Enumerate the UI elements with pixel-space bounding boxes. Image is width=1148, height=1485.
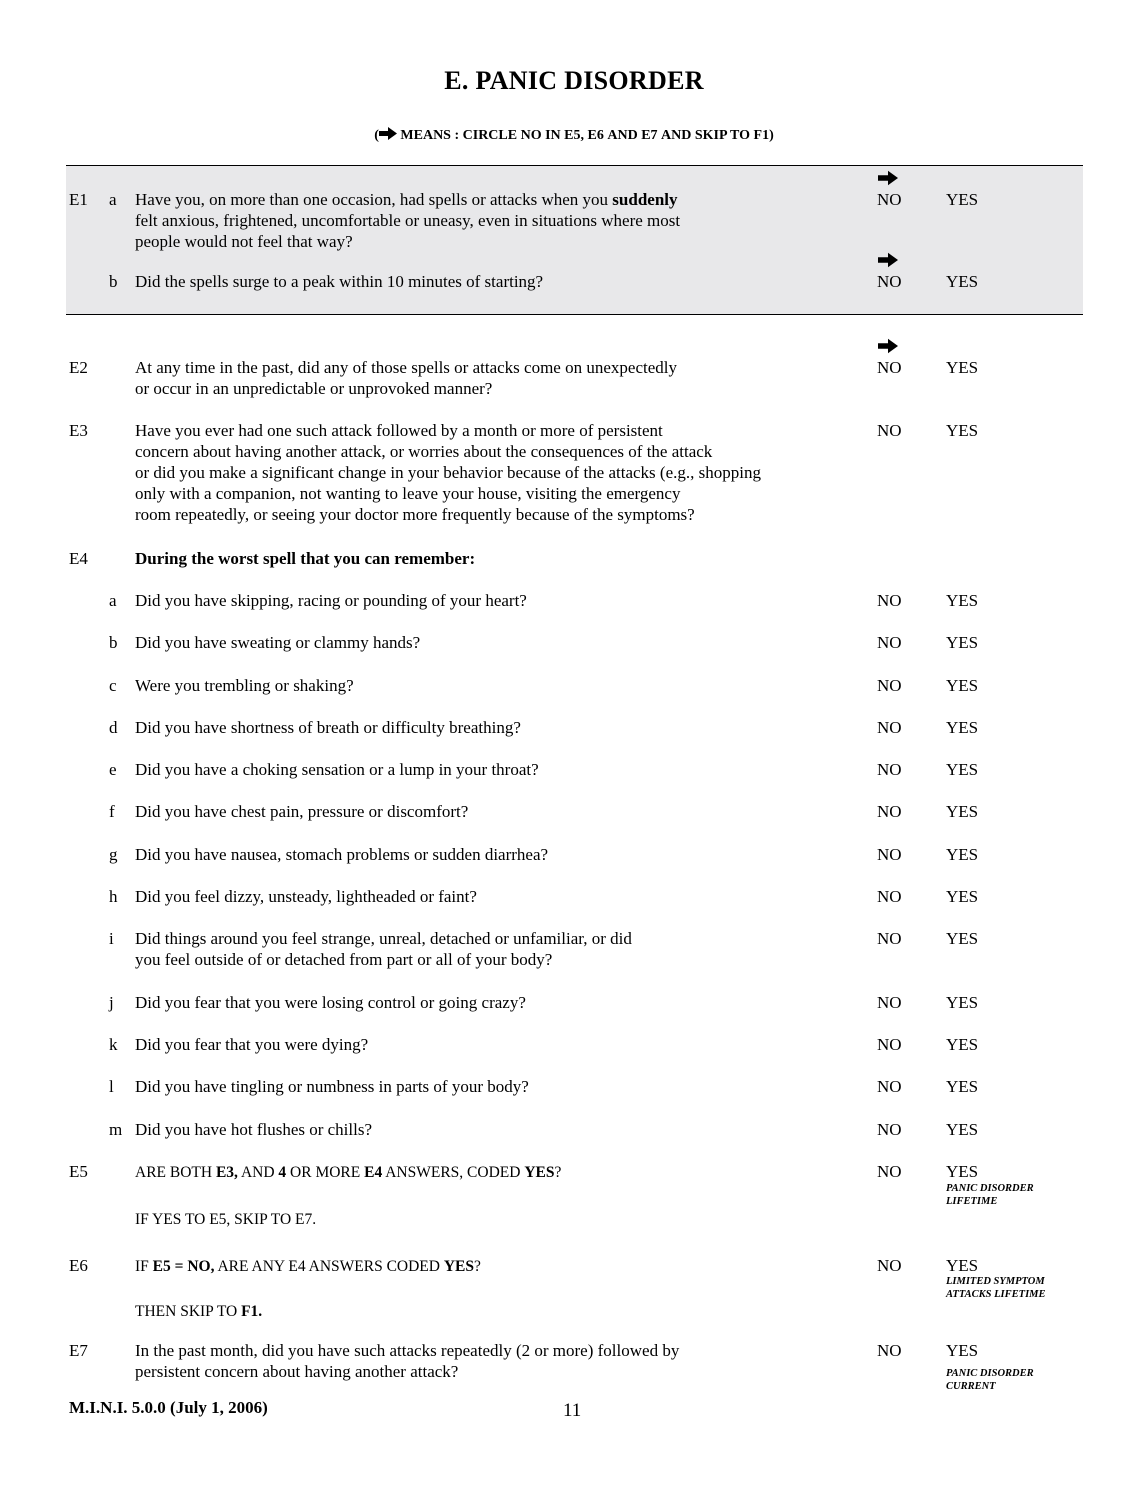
e4c-question: Were you trembling or shaking? xyxy=(135,676,354,695)
e4m-yes-option[interactable]: YES xyxy=(946,1120,979,1139)
e7-line2: persistent concern about having another attack? xyxy=(135,1362,459,1381)
e4l-yes-option[interactable]: YES xyxy=(946,1077,979,1096)
page-title: E. PANIC DISORDER xyxy=(444,66,704,95)
e4-heading: During the worst spell that you can remember: xyxy=(135,549,476,568)
e4f-letter: f xyxy=(109,802,115,821)
e4d-yes-option[interactable]: YES xyxy=(946,718,979,737)
e3-question xyxy=(135,420,761,525)
e5-q-part: ARE BOTH xyxy=(135,1164,216,1181)
e4b-letter: b xyxy=(109,633,118,652)
e3-yes-option[interactable]: YES xyxy=(946,421,979,440)
e7-line1: In the past month, did you have such attacks repeatedly (2 or more) followed by xyxy=(135,1341,680,1360)
legend-in: IN xyxy=(545,128,561,143)
e3-line: or did you make a significant change in your behavior because of the attacks (e.g., shopping xyxy=(135,463,761,482)
e1b-skip-arrow-icon xyxy=(878,252,898,268)
e6-question xyxy=(135,1256,481,1277)
e5-question xyxy=(135,1162,561,1183)
e6-q-yes: YES xyxy=(443,1258,474,1275)
e4l-question: Did you have tingling or numbness in parts of your body? xyxy=(135,1077,529,1096)
e7-note-line2: CURRENT xyxy=(946,1381,996,1392)
e6-q-part: ? xyxy=(473,1258,481,1275)
e2-line2: or occur in an unpredictable or unprovoked manner? xyxy=(135,379,493,398)
e3-line: Have you ever had one such attack followed by a month or more of persistent xyxy=(135,421,663,440)
e4h-letter: h xyxy=(109,887,118,906)
e2-question xyxy=(135,357,677,399)
e1-code: E1 xyxy=(69,190,88,209)
e1b-yes-option[interactable]: YES xyxy=(946,272,979,291)
e1b-letter: b xyxy=(109,272,118,291)
e4d-question: Did you have shortness of breath or difficulty breathing? xyxy=(135,718,521,737)
legend-no: NO xyxy=(520,128,542,143)
e4i-line2: you feel outside of or detached from part or all of your body? xyxy=(135,950,553,969)
legend-and: AND xyxy=(607,128,638,143)
e4g-letter: g xyxy=(109,845,118,864)
e4h-no-option[interactable]: NO xyxy=(877,887,902,906)
e4k-no-option[interactable]: NO xyxy=(877,1035,902,1054)
e4m-question: Did you have hot flushes or chills? xyxy=(135,1120,373,1139)
e4f-question: Did you have chest pain, pressure or discomfort? xyxy=(135,802,469,821)
e4m-no-option[interactable]: NO xyxy=(877,1120,902,1139)
e5-q-part: OR MORE xyxy=(286,1164,365,1181)
e6-no-option[interactable]: NO xyxy=(877,1256,902,1275)
e5-no-option[interactable]: NO xyxy=(877,1162,902,1181)
e6-q-part: IF xyxy=(135,1258,153,1275)
e1a-letter: a xyxy=(109,190,117,209)
e6-q-part: ARE ANY E4 ANSWERS CODED xyxy=(214,1258,444,1275)
top-divider xyxy=(66,165,1083,166)
e5-code: E5 xyxy=(69,1162,88,1181)
e4i-no-option[interactable]: NO xyxy=(877,929,902,948)
e4b-no-option[interactable]: NO xyxy=(877,633,902,652)
e4g-question: Did you have nausea, stomach problems or sudden diarrhea? xyxy=(135,845,549,864)
e4g-no-option[interactable]: NO xyxy=(877,845,902,864)
e1a-question xyxy=(135,189,680,252)
e3-no-option[interactable]: NO xyxy=(877,421,902,440)
e4g-yes-option[interactable]: YES xyxy=(946,845,979,864)
e4l-letter: l xyxy=(109,1077,114,1096)
legend-circle: CIRCLE xyxy=(462,128,518,143)
e4f-yes-option[interactable]: YES xyxy=(946,802,979,821)
e5-note-line2: LIFETIME xyxy=(946,1196,998,1207)
e6-code: E6 xyxy=(69,1256,88,1275)
e1a-line1: Have you, on more than one occasion, had spells or attacks when you xyxy=(135,190,613,209)
e2-yes-option[interactable]: YES xyxy=(946,358,979,377)
e4i-yes-option[interactable]: YES xyxy=(946,929,979,948)
e4-code: E4 xyxy=(69,549,88,568)
e2-skip-arrow-icon xyxy=(878,338,898,354)
e5-yes-option[interactable]: YES xyxy=(946,1162,979,1181)
e4e-no-option[interactable]: NO xyxy=(877,760,902,779)
e4b-question: Did you have sweating or clammy hands? xyxy=(135,633,421,652)
e1b-question: Did the spells surge to a peak within 10 minutes of starting? xyxy=(135,272,544,291)
right-arrow-icon xyxy=(379,127,397,140)
e3-line: only with a companion, not wanting to leave your house, visiting the emergency xyxy=(135,484,681,503)
legend-e7: E7 xyxy=(641,128,658,143)
e7-no-option[interactable]: NO xyxy=(877,1341,902,1360)
e4e-letter: e xyxy=(109,760,117,779)
e5-q-part: AND xyxy=(237,1164,279,1181)
e4i-line1: Did things around you feel strange, unreal, detached or unfamiliar, or did xyxy=(135,929,632,948)
e4h-yes-option[interactable]: YES xyxy=(946,887,979,906)
e6-instruction xyxy=(135,1301,262,1322)
e3-line: concern about having another attack, or worries about the consequences of the attack xyxy=(135,442,713,461)
e6-yes-option[interactable]: YES xyxy=(946,1256,979,1275)
legend-items: E5, E6 xyxy=(564,128,604,143)
e4k-letter: k xyxy=(109,1035,118,1054)
e4e-yes-option[interactable]: YES xyxy=(946,760,979,779)
e4c-letter: c xyxy=(109,676,117,695)
e6-q-cond: E5 = NO, xyxy=(152,1258,215,1275)
legend-and-skip: AND SKIP TO xyxy=(661,128,751,143)
e5-q-part: ? xyxy=(554,1164,562,1181)
e1a-skip-arrow-icon xyxy=(878,170,898,186)
e4a-no-option[interactable]: NO xyxy=(877,591,902,610)
legend-means: MEANS : xyxy=(400,128,460,143)
e5-q-e3: E3, xyxy=(215,1164,238,1181)
e6-note-line1: LIMITED SYMPTOM xyxy=(946,1276,1045,1287)
e2-code: E2 xyxy=(69,358,88,377)
e4h-question: Did you feel dizzy, unsteady, lightheaded or faint? xyxy=(135,887,477,906)
e4a-question: Did you have skipping, racing or pounding of your heart? xyxy=(135,591,527,610)
e1-bottom-divider xyxy=(66,314,1083,315)
e1b-no-option[interactable]: NO xyxy=(877,272,902,291)
e4j-yes-option[interactable]: YES xyxy=(946,993,979,1012)
footer-version: M.I.N.I. 5.0.0 (July 1, 2006) xyxy=(69,1398,268,1417)
e4j-question: Did you fear that you were losing control or going crazy? xyxy=(135,993,526,1012)
e2-no-option[interactable]: NO xyxy=(877,358,902,377)
e1a-line2: felt anxious, frightened, uncomfortable or uneasy, even in situations where most xyxy=(135,211,681,230)
e6-note-line2: ATTACKS LIFETIME xyxy=(946,1289,1046,1300)
e4l-no-option[interactable]: NO xyxy=(877,1077,902,1096)
e6-instruction-target: F1. xyxy=(241,1303,263,1320)
e7-yes-option[interactable]: YES xyxy=(946,1341,979,1360)
e4c-yes-option[interactable]: YES xyxy=(946,676,979,695)
skip-legend: ( MEANS : CIRCLE NO IN E5, E6 AND E7 AND SKIP TO F1) xyxy=(374,128,774,143)
e7-question xyxy=(135,1340,679,1382)
e4b-yes-option[interactable]: YES xyxy=(946,633,979,652)
e4d-letter: d xyxy=(109,718,118,737)
legend-f1: F1 xyxy=(753,128,770,143)
e5-q-e4: E4 xyxy=(364,1164,383,1181)
e4f-no-option[interactable]: NO xyxy=(877,802,902,821)
e7-code: E7 xyxy=(69,1341,88,1360)
e3-code: E3 xyxy=(69,421,88,440)
e5-note xyxy=(946,1182,1034,1208)
e4a-letter: a xyxy=(109,591,117,610)
e4i-letter: i xyxy=(109,929,114,948)
e5-q-part: ANSWERS, CODED xyxy=(382,1164,525,1181)
e7-note xyxy=(946,1367,1034,1393)
e6-note xyxy=(946,1275,1046,1301)
e1a-emphasis: suddenly xyxy=(612,190,678,209)
page-number: 11 xyxy=(563,1400,582,1421)
e5-note-line1: PANIC DISORDER xyxy=(946,1183,1034,1194)
e1a-yes-option[interactable]: YES xyxy=(946,190,979,209)
e4a-yes-option[interactable]: YES xyxy=(946,591,979,610)
e4k-yes-option[interactable]: YES xyxy=(946,1035,979,1054)
e1a-no-option[interactable]: NO xyxy=(877,190,902,209)
e3-line: room repeatedly, or seeing your doctor more frequently because of the symptoms? xyxy=(135,505,695,524)
e4c-no-option[interactable]: NO xyxy=(877,676,902,695)
e7-note-line1: PANIC DISORDER xyxy=(946,1368,1034,1379)
e6-instruction-text: THEN SKIP TO xyxy=(135,1303,242,1320)
e4m-letter: m xyxy=(109,1120,123,1139)
e5-instruction: IF YES TO E5, SKIP TO E7. xyxy=(135,1211,317,1228)
e1a-line3: people would not feel that way? xyxy=(135,232,353,251)
e4k-question: Did you fear that you were dying? xyxy=(135,1035,369,1054)
e4d-no-option[interactable]: NO xyxy=(877,718,902,737)
e4j-letter: j xyxy=(109,993,114,1012)
e5-q-yes: YES xyxy=(524,1164,555,1181)
e2-line1: At any time in the past, did any of those spells or attacks come on unexpectedly xyxy=(135,358,677,377)
e5-q-4: 4 xyxy=(278,1164,287,1181)
e4j-no-option[interactable]: NO xyxy=(877,993,902,1012)
e4i-question xyxy=(135,928,632,970)
e4e-question: Did you have a choking sensation or a lump in your throat? xyxy=(135,760,539,779)
